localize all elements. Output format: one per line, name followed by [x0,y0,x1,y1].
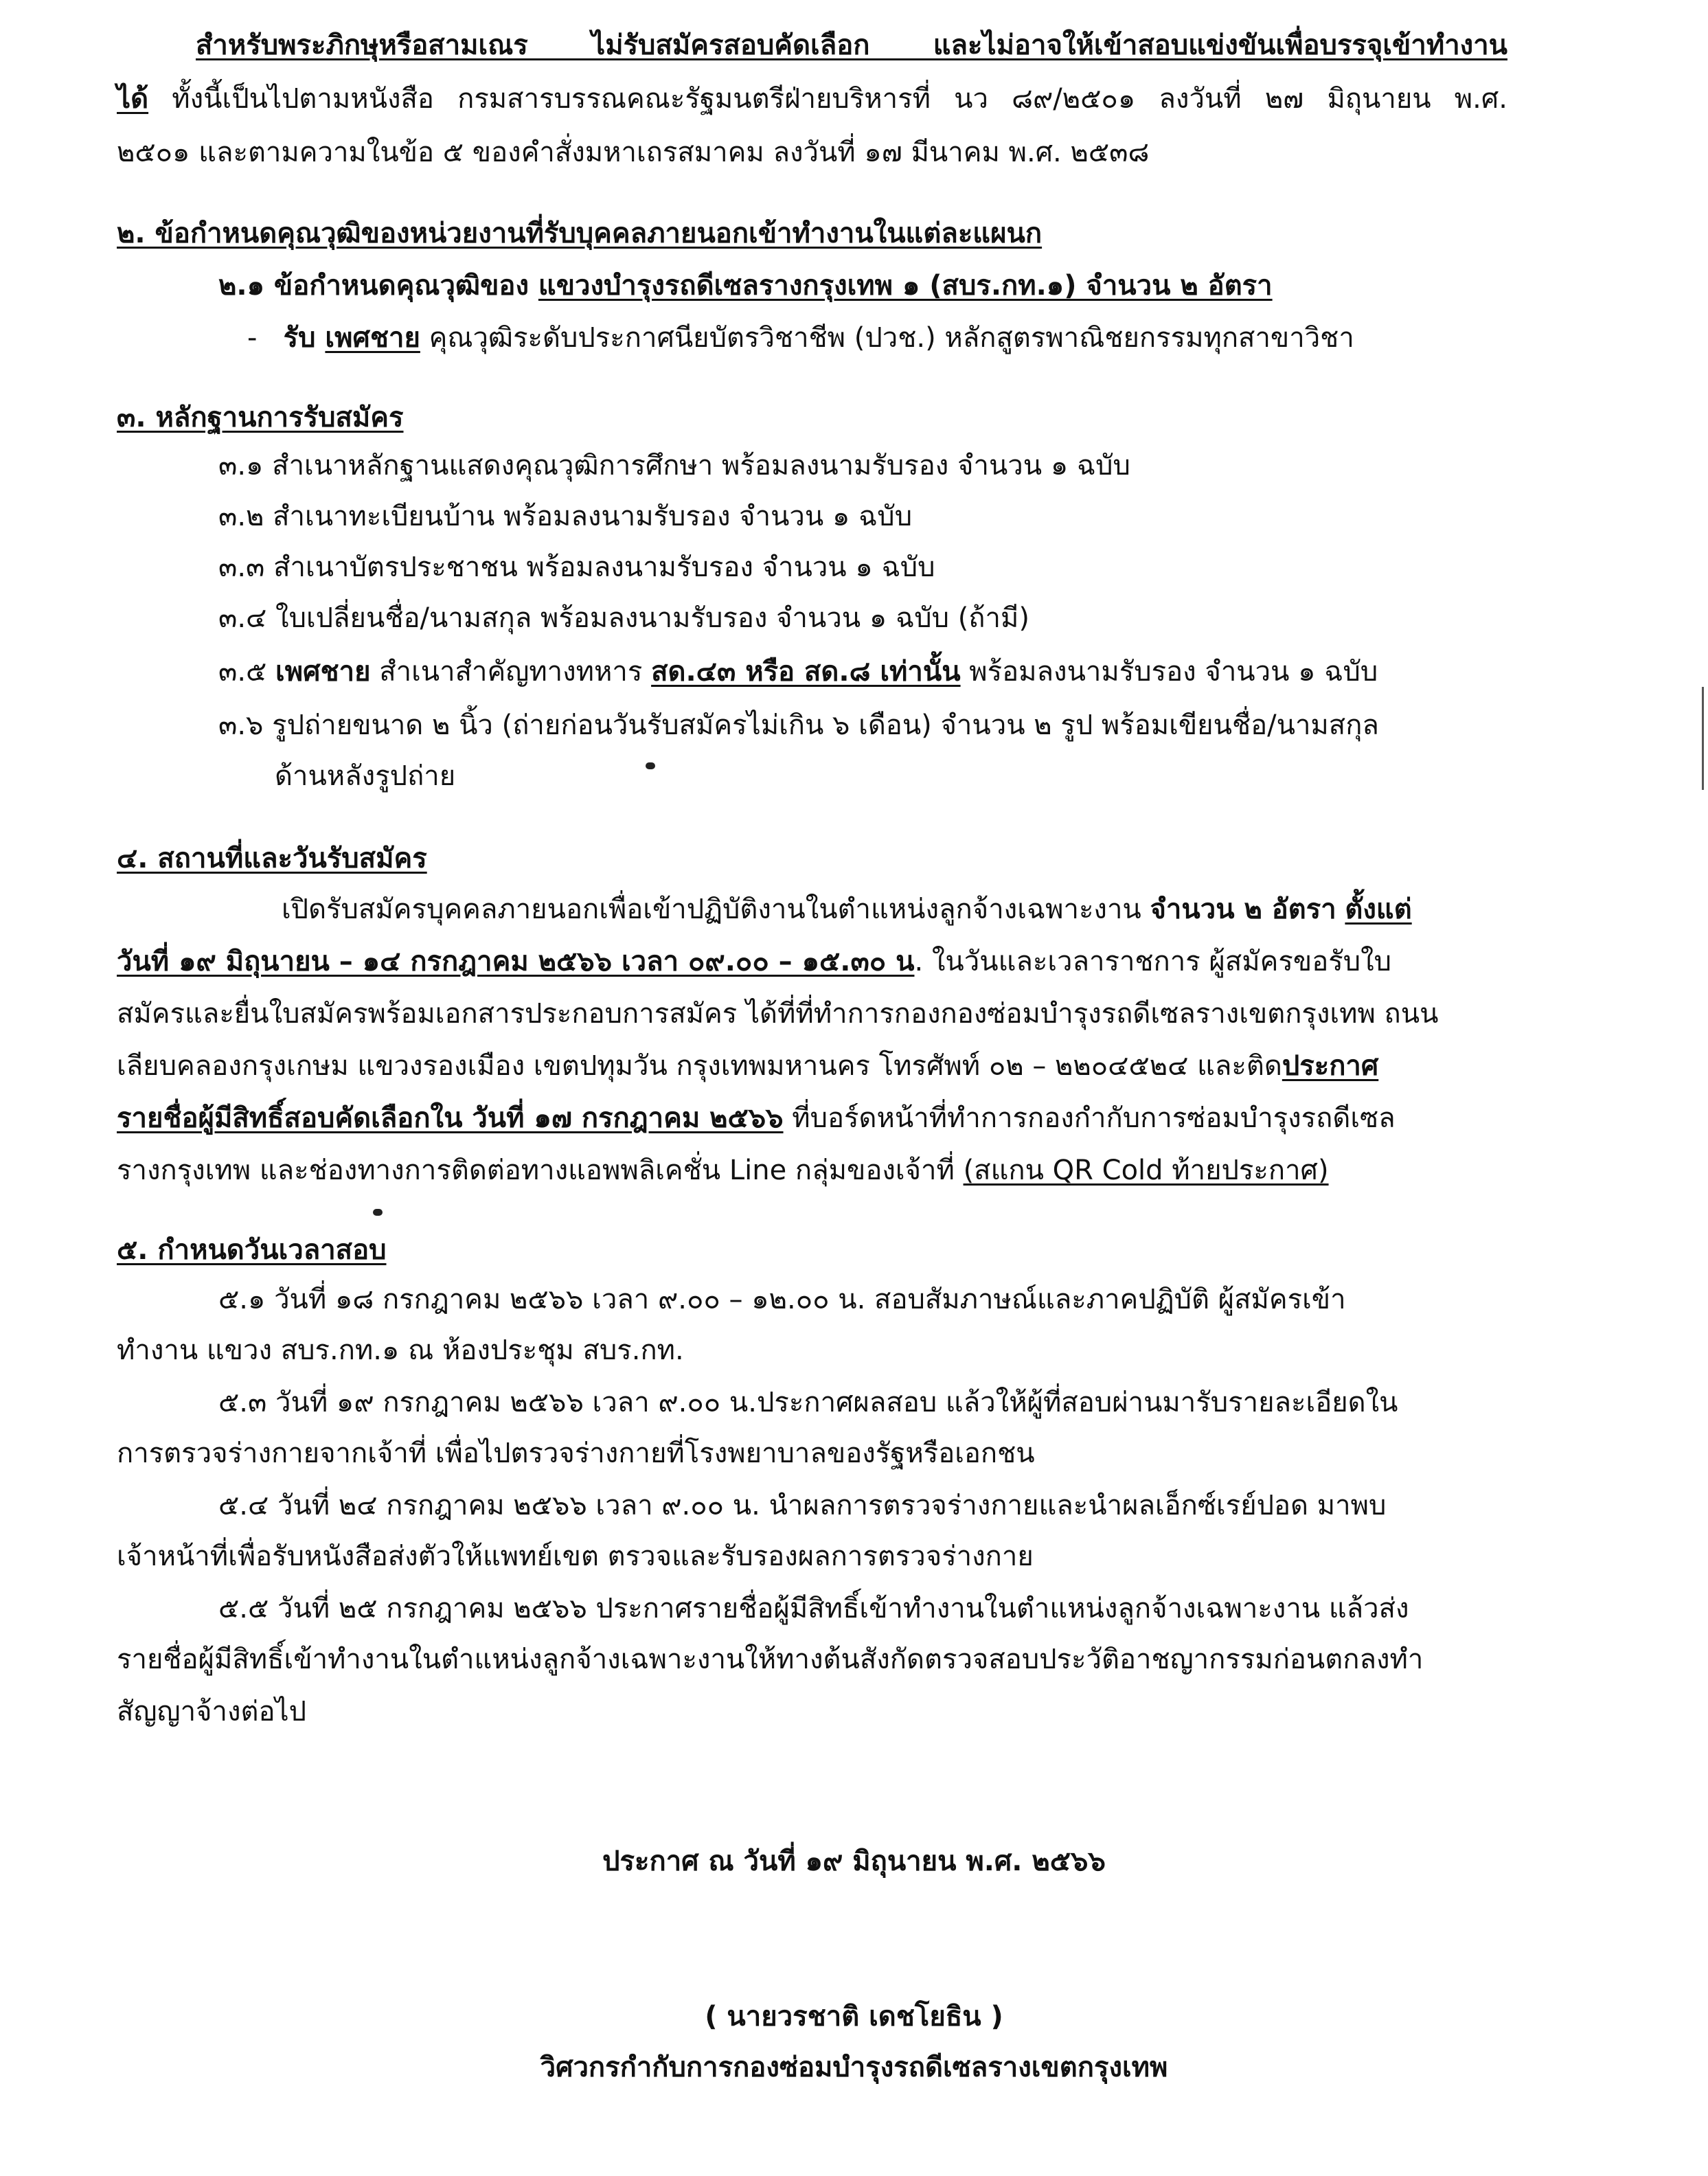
section-4-line-4-text: เลียบคลองกรุงเกษม แขวงรองเมือง เขตปทุมวัน กรุงเทพมหานคร โทรศัพท์ ๐๒ – ๒๒๐๔๕๒๔ และติด [117,1050,1282,1082]
section-3-item-5-mid: สำเนาสำคัญทางทหาร [370,656,652,688]
intro-line-2-rest: ทั้งนี้เป็นไปตามหนังสือ กรมสารบรรณคณะรัฐมนตรีฝ่ายบริหารที่ นว ๘๙/๒๕๐๑ ลงวันที่ ๒๗ มิถุนายน พ.ศ. [148,83,1507,115]
section-4-line-6-text: รางกรุงเทพ และช่องทางการติดต่อทางแอพพลิเคชั่น Line กลุ่มของเจ้าที่ [117,1155,964,1186]
section-3-item-5-docs: สด.๔๓ หรือ สด.๘ เท่านั้น [651,656,961,688]
intro-line-1: สำหรับพระภิกษุหรือสามเณร ไม่รับสมัครสอบคัดเลือก และไม่อาจให้เข้าสอบแข่งขันเพื่อบรรจุเข้าทำงาน [196,30,1507,61]
section-5-item-5-line-1: ๕.๕ วันที่ ๒๕ กรกฎาคม ๒๕๖๖ ประกาศรายชื่อผู้มีสิทธิ์เข้าทำงานในตำแหน่งลูกจ้างเฉพาะงาน แล้วส่ง [218,1593,1409,1624]
intro-line-2 [117,81,1507,117]
section-4-line-5-rest: ที่บอร์ดหน้าที่ทำการกองกำกับการซ่อมบำรุงรถดีเซล [783,1102,1396,1134]
bullet-dash: - [247,322,258,354]
scan-speck-2 [373,1209,383,1216]
section-4-line-1-count: จำนวน ๒ อัตรา [1150,894,1336,925]
section-4-line-5 [117,1100,1396,1136]
section-2-1-prefix: ๒.๑ ข้อกำหนดคุณวุฒิของ [218,270,538,302]
section-5-item-4-line-2: เจ้าหน้าที่เพื่อรับหนังสือส่งตัวให้แพทย์เขต ตรวจและรับรองผลการตรวจร่างกาย [117,1541,1034,1572]
section-3-item-6-line-1: ๓.๖ รูปถ่ายขนาด ๒ นิ้ว (ถ่ายก่อนวันรับสมัครไม่เกิน ๖ เดือน) จำนวน ๒ รูป พร้อมเขียนชื่อ/นามสกุล [218,710,1379,741]
scan-speck [646,762,655,769]
section-2-1-item-lead: รับ [283,322,326,354]
signatory-name: ( นายวรชาติ เดชโยธิน ) [705,2001,1003,2032]
section-4-line-1-space [1336,894,1345,925]
announcement-date: ประกาศ ณ วันที่ ๑๙ มิถุนายน พ.ศ. ๒๕๖๖ [602,1846,1106,1877]
section-3-item-5 [218,654,1378,690]
intro-line-2-lead: ได้ [117,83,149,115]
section-4-heading: ๔. สถานที่และวันรับสมัคร [117,843,427,874]
section-4-line-2-period: วันที่ ๑๙ มิถุนายน – ๑๔ กรกฎาคม ๒๕๖๖ เวลา ๐๙.๐๐ – ๑๕.๓๐ น [117,946,915,977]
section-4-line-2 [117,944,1391,979]
section-5-item-3-line-2: การตรวจร่างกายจากเจ้าที่ เพื่อไปตรวจร่างกายที่โรงพยาบาลของรัฐหรือเอกชน [117,1438,1035,1469]
section-4-line-5-list-date: รายชื่อผู้มีสิทธิ์สอบคัดเลือกใน วันที่ ๑๗ กรกฎาคม ๒๕๖๖ [117,1102,784,1134]
section-3-item-6-line-2: ด้านหลังรูปถ่าย [275,760,456,792]
intro-line-3: ๒๕๐๑ และตามความในข้อ ๕ ของคำสั่งมหาเถรสมาคม ลงวันที่ ๑๗ มีนาคม พ.ศ. ๒๕๓๘ [117,137,1150,168]
section-3-item-5-num: ๓.๕ [218,656,276,688]
section-2-heading: ๒. ข้อกำหนดคุณวุฒิของหน่วยงานที่รับบุคคลภายนอกเข้าทำงานในแต่ละแผนก [117,218,1043,249]
section-2-1-item-rest: คุณวุฒิระดับประกาศนียบัตรวิชาชีพ (ปวช.) หลักสูตรพาณิชยกรรมทุกสาขาวิชา [420,322,1354,354]
section-5-item-4-line-1: ๕.๔ วันที่ ๒๔ กรกฎาคม ๒๕๖๖ เวลา ๙.๐๐ น. นำผลการตรวจร่างกายและนำผลเอ็กซ์เรย์ปอด มาพบ [218,1490,1387,1521]
section-3-item-2: ๓.๒ สำเนาทะเบียนบ้าน พร้อมลงนามรับรอง จำนวน ๑ ฉบับ [218,501,913,532]
section-4-line-1-text: เปิดรับสมัครบุคคลภายนอกเพื่อเข้าปฏิบัติงานในตำแหน่งลูกจ้างเฉพาะงาน [282,894,1150,925]
section-3-item-5-gender: เพศชาย [275,656,371,688]
signatory-title: วิศวกรกำกับการกองซ่อมบำรุงรถดีเซลรางเขตกรุงเทพ [540,2052,1168,2083]
section-5-item-1-line-2: ทำงาน แขวง สบร.กท.๑ ณ ห้องประชุม สบร.กท. [117,1335,684,1366]
section-5-heading: ๕. กำหนดวันเวลาสอบ [117,1234,387,1266]
section-2-1-item [247,320,1354,356]
section-5-item-5-line-3: สัญญาจ้างต่อไป [117,1696,306,1727]
section-2-1-heading [218,268,1273,304]
section-4-line-3: สมัครและยื่นใบสมัครพร้อมเอกสารประกอบการสมัคร ได้ที่ที่ทำการกองกองซ่อมบำรุงรถดีเซลรางเขตกรุงเทพ ถนน [117,998,1439,1030]
section-4-line-1 [282,892,1412,927]
section-5-item-5-line-2: รายชื่อผู้มีสิทธิ์เข้าทำงานในตำแหน่งลูกจ้างเฉพาะงานให้ทางต้นสังกัดตรวจสอบประวัติอาชญากรรมก่อนตกลงทำ [117,1644,1424,1675]
section-3-item-1: ๓.๑ สำเนาหลักฐานแสดงคุณวุฒิการศึกษา พร้อมลงนามรับรอง จำนวน ๑ ฉบับ [218,450,1130,481]
section-4-line-4-announce: ประกาศ [1282,1050,1379,1082]
section-2-1-unit: แขวงบำรุงรถดีเซลรางกรุงเทพ ๑ (สบร.กท.๑) จำนวน ๒ อัตรา [538,270,1273,302]
section-2-1-item-gender: เพศชาย [325,322,420,354]
section-3-item-4: ๓.๔ ใบเปลี่ยนชื่อ/นามสกุล พร้อมลงนามรับรอง จำนวน ๑ ฉบับ (ถ้ามี) [218,602,1029,634]
section-5-item-3-line-1: ๕.๓ วันที่ ๑๙ กรกฎาคม ๒๕๖๖ เวลา ๙.๐๐ น.ประกาศผลสอบ แล้วให้ผู้ที่สอบผ่านมารับรายละเอียดใน [218,1387,1398,1418]
section-4-line-6-qr-note: (สแกน QR Cold ท้ายประกาศ) [963,1155,1329,1186]
section-3-heading: ๓. หลักฐานการรับสมัคร [117,402,404,433]
section-3-item-3: ๓.๓ สำเนาบัตรประชาชน พร้อมลงนามรับรอง จำนวน ๑ ฉบับ [218,552,935,583]
scan-edge-mark [1702,687,1704,790]
section-4-line-4 [117,1048,1378,1084]
section-5-item-1-line-1: ๕.๑ วันที่ ๑๘ กรกฎาคม ๒๕๖๖ เวลา ๙.๐๐ – ๑๒.๐๐ น. สอบสัมภาษณ์และภาคปฏิบัติ ผู้สมัครเข้า [218,1284,1346,1315]
section-3-item-5-rest: พร้อมลงนามรับรอง จำนวน ๑ ฉบับ [960,656,1378,688]
section-4-line-6 [117,1153,1329,1188]
section-4-line-1-from: ตั้งแต่ [1345,894,1412,925]
section-4-line-2-rest: . ในวันและเวลาราชการ ผู้สมัครขอรับใบ [914,946,1392,977]
